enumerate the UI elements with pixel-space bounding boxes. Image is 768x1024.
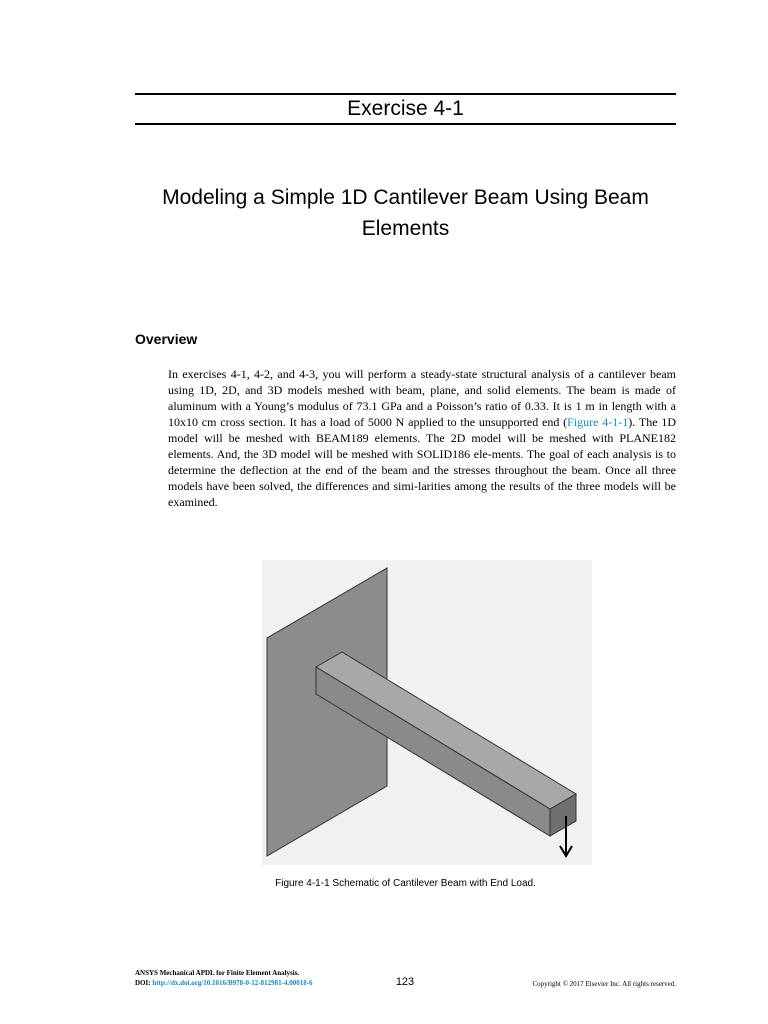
footer-book-info (135, 968, 313, 988)
header-rule-top (135, 93, 676, 95)
footer-book-title: ANSYS Mechanical APDL for Finite Element Analysis. (135, 969, 300, 977)
chapter-title-line-1: Modeling a Simple 1D Cantilever Beam Using Beam (162, 186, 649, 209)
copyright-notice: Copyright © 2017 Elsevier Inc. All rights reserved. (532, 980, 676, 988)
cantilever-beam-illustration (262, 560, 592, 865)
chapter-title (135, 182, 676, 244)
overview-heading: Overview (135, 331, 198, 347)
figure-caption: Figure 4-1-1 Schematic of Cantilever Beam with End Load. (275, 878, 536, 889)
cantilever-beam-figure (262, 560, 592, 865)
overview-paragraph (168, 366, 676, 510)
footer-doi-label: DOI: (135, 979, 153, 987)
exercise-title: Exercise 4-1 (347, 97, 464, 120)
footer-doi-link[interactable]: http://dx.doi.org/10.1016/B978-0-12-812981-4.00018-6 (152, 979, 313, 987)
chapter-title-line-2: Elements (361, 217, 450, 240)
header-rule-bottom (135, 123, 676, 125)
footer-doi (135, 978, 313, 988)
overview-text-part-2: ). The 1D model will be meshed with BEAM189 elements. The 2D model will be meshed with PLANE182 elements. And, the 3D model will be meshed with SOLID186 ele-ments. The goal of each analysis is to determine the deflection at the end of the beam and the stresses throughout the beam. Once all three models have been solved, the differences and simi-larities among the results of the three models will be examined. (168, 415, 677, 509)
overview-text-part-1: In exercises 4-1, 4-2, and 4-3, you will perform a steady-state structural analysis of a cantilever beam using 1D, 2D, and 3D models meshed with beam, plane, and solid elements. The beam is made of aluminum with a Young’s modulus of 73.1 GPa and a Poisson’s ratio of 0.33. It is 1 m in length with a 10x10 cm cross section. It has a load of 5000 N applied to the unsupported end ( (168, 367, 676, 429)
figure-reference-link[interactable]: Figure 4-1-1 (567, 415, 629, 429)
page-number: 123 (395, 976, 415, 988)
